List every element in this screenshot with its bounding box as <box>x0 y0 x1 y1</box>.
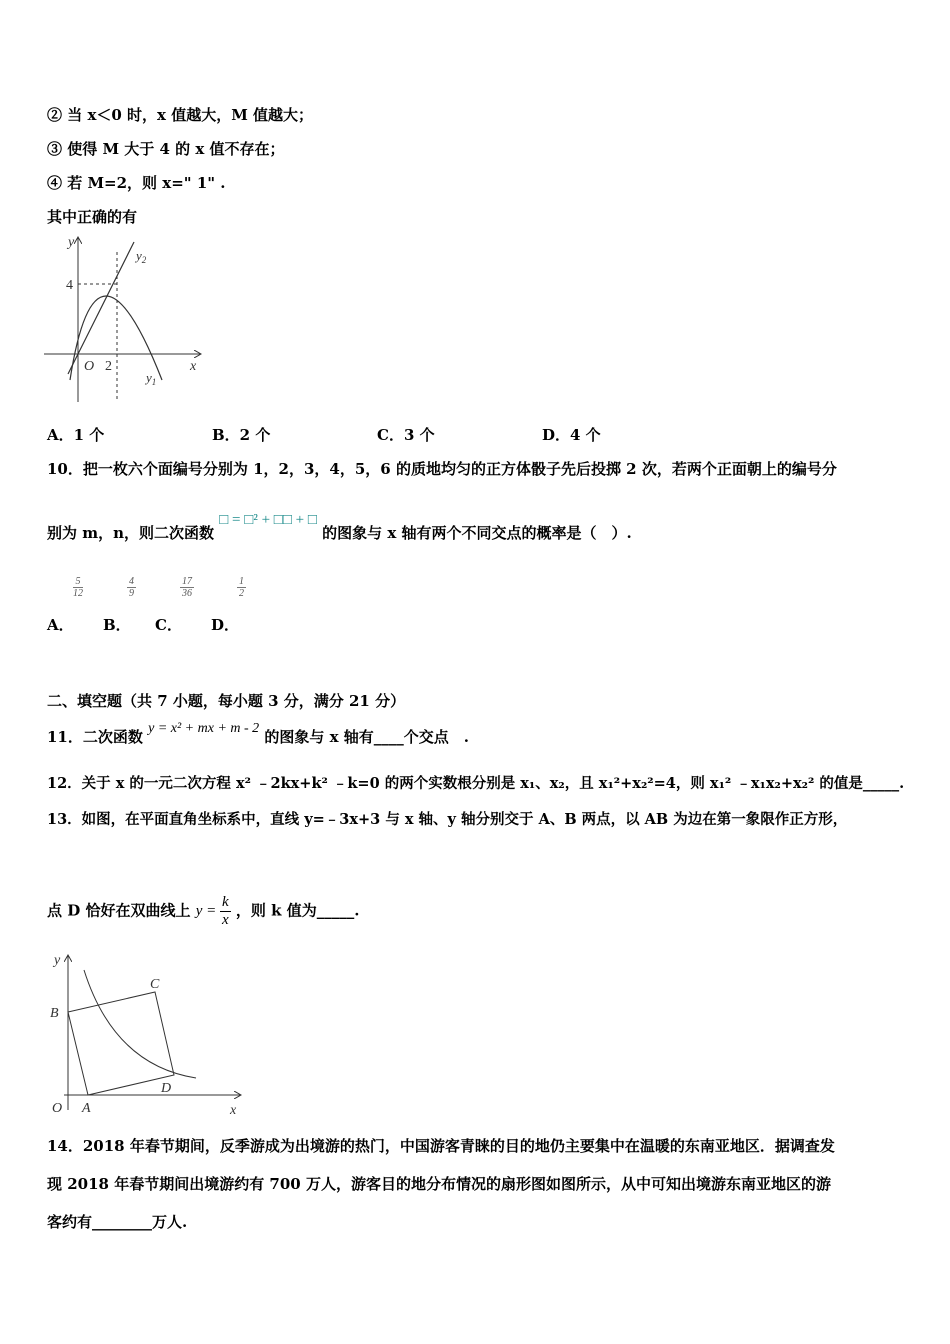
q10-line2-post: 的图象与 x 轴有两个不同交点的概率是（ ）. <box>322 524 632 542</box>
q9-option-d: D．4 个 <box>542 426 601 444</box>
q11-post: 的图象与 x 轴有____个交点 . <box>264 728 470 746</box>
q10-option-a: A． <box>47 616 74 634</box>
fig-x-label: x <box>230 1103 237 1118</box>
fig-point-a: A <box>82 1101 91 1116</box>
square-abcd <box>68 992 174 1095</box>
fig-point-b: B <box>50 1006 59 1021</box>
q9-item-2: ② 当 x＜0 时，x 值越大，M 值越大； <box>47 106 314 124</box>
q10-option-d: D． <box>211 616 240 634</box>
q10-line2-pre: 别为 m，n，则二次函数 <box>47 524 215 542</box>
graph-origin: O <box>84 359 95 374</box>
q13-line1: 13．如图，在平面直角坐标系中，直线 y=﹣3x+3 与 x 轴、y 轴分别交于 A、B 两点，以 AB 为边在第一象限作正方形， <box>47 811 848 828</box>
q10-fraction-c: $\frac{17}{36}$ <box>182 576 192 599</box>
section-2-heading: 二、填空题（共 7 小题，每小题 3 分，满分 21 分） <box>47 692 406 710</box>
q13-figure <box>44 950 249 1120</box>
graph-tick-x: 2 <box>105 359 112 374</box>
q10-fraction-d: $\frac{1}{2}$ <box>239 576 244 599</box>
q14-line3: 客约有________万人. <box>47 1213 188 1231</box>
q12: 12．关于 x 的一元二次方程 x² ﹣2kx+k² ﹣k=0 的两个实数根分别是 x₁、x₂，且 x₁²+x₂²=4，则 x₁² ﹣x₁x₂+x₂² 的值是_____. <box>47 775 905 792</box>
q9-option-a: A．1 个 <box>47 426 105 444</box>
q13-line2-post: ，则 k 值为_____. <box>235 901 360 920</box>
q11-formula: y = x² + mx + m - 2 <box>148 721 260 736</box>
graph-x-label: x <box>190 359 197 374</box>
q9-option-b: B．2 个 <box>212 426 271 444</box>
q11 <box>47 721 470 747</box>
q14-line1: 14．2018 年春节期间，反季游成为出境游的热门，中国游客青睐的目的地仍主要集中在温暖的东南亚地区．据调查发 <box>47 1137 835 1155</box>
q9-graph <box>40 232 210 410</box>
q13-formula: y = $\frac{k}{x}$ <box>195 894 229 928</box>
q10-option-c: C． <box>155 616 182 634</box>
fig-point-d: D <box>161 1081 172 1096</box>
graph-y-label: y <box>68 235 75 250</box>
q10-line2 <box>47 512 632 543</box>
q13-line2-pre: 点 D 恰好在双曲线上 <box>47 901 191 920</box>
graph-label-y1: $y_1$ <box>146 370 157 387</box>
q10-formula: □ = □² + □□ + □ <box>219 512 317 528</box>
fig-y-label: y <box>54 953 61 968</box>
fig-point-c: C <box>150 977 160 992</box>
q10-fraction-b: $\frac{4}{9}$ <box>129 576 134 599</box>
graph-label-y2: $y_2$ <box>136 248 147 265</box>
q9-prompt: 其中正确的有 <box>47 208 138 226</box>
q10-fraction-a: $\frac{5}{12}$ <box>73 576 83 599</box>
q14-line2: 现 2018 年春节期间出境游约有 700 万人，游客目的地分布情况的扇形图如图所示，从中可知出境游东南亚地区的游 <box>47 1175 831 1193</box>
fig-origin: O <box>52 1101 63 1116</box>
q13-line2 <box>47 894 359 929</box>
q11-pre: 11．二次函数 <box>47 728 143 746</box>
graph-tick-y: 4 <box>66 278 73 293</box>
q9-item-3: ③ 使得 M 大于 4 的 x 值不存在； <box>47 140 285 158</box>
q9-item-4: ④ 若 M=2，则 x=" 1" . <box>47 174 226 192</box>
q10-option-b: B． <box>103 616 131 634</box>
q9-option-c: C．3 个 <box>377 426 435 444</box>
hyperbola <box>84 970 196 1078</box>
q10-line1: 10．把一枚六个面编号分别为 1，2，3，4，5，6 的质地均匀的正方体骰子先后投掷 2 次，若两个正面朝上的编号分 <box>47 460 837 478</box>
